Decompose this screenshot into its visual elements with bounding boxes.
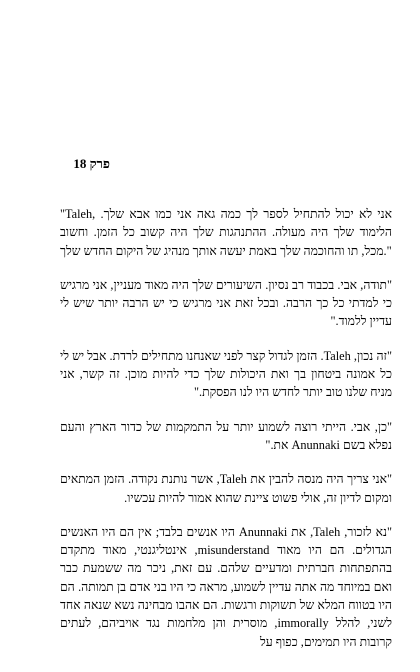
paragraph: "נא לזכור, Taleh, את Anunnaki היו אנשים בלבד; אין הם היו האנשים הגדולים. הם היו מאוד misunderstand, אינטליגנטי, מאוד מתקדם בהתפתחות חברתית ומדעיים שלהם. עם זאת, ניכר מה ששמעת כבר ואם במיוחד מה אתה עדיין לשמוע, מראה כי היו בני אדם בן תמותה. הם היו בטווח המלא של תשוקות ורגשות. הם אהבו מבחינה נשא שנאה אחד לשני, להלל immorally, מוסרית והן מלחמות נגד אויביהם, לעתים קרובות היו תמימים, כפוף על	[60, 524, 393, 649]
paragraph: "כן, אבי. הייתי רוצה לשמוע יותר על התמקמות של כדור הארץ והעם נפלא בשם Anunnaki את."	[60, 419, 392, 452]
chapter-title: פרק 18	[73, 156, 110, 171]
chapter-body	[60, 205, 392, 667]
paragraph: "Taleh, אני לא יכול להתחיל לספר לך כמה גאה אני כמו אבא שלך. הלימוד שלך היה מעולה. ההתנהגות שלך היה קשוב כל הזמן. וחשוב מכל, תו והחוכמה שלך באמת יעשה אותך מנהיג של היקום החדש שלך."	[60, 207, 392, 258]
paragraph: "זה נכון, Taleh. הזמן לגדול קצר לפני שאנחנו מתחילים לרדת. אבל יש לי כל אמונה ביטחון בך ואת היכולות שלך כדי להיות מוכן. זה קשר, אני מניח שלנו טוב יותר לחדש היו לנו הפסקת."	[60, 348, 392, 400]
paragraph: "אני צריך היה מנסה להבין את Taleh, אשר נותנת נקודה. הזמן המתאים ומקום לדיון זה, אולי פשוט ציינת שהוא אמור להיות עכשיו.	[60, 472, 392, 505]
paragraph: "תודה, אבי. בכבוד רב נסיון. השיעורים שלך היה מאוד מעניין, אני מרגיש כי למדתי כל כך הרבה. ובכל זאת אני מרגיש כי יש הרבה יותר שיש לי עדיין ללמוד."	[60, 277, 392, 329]
